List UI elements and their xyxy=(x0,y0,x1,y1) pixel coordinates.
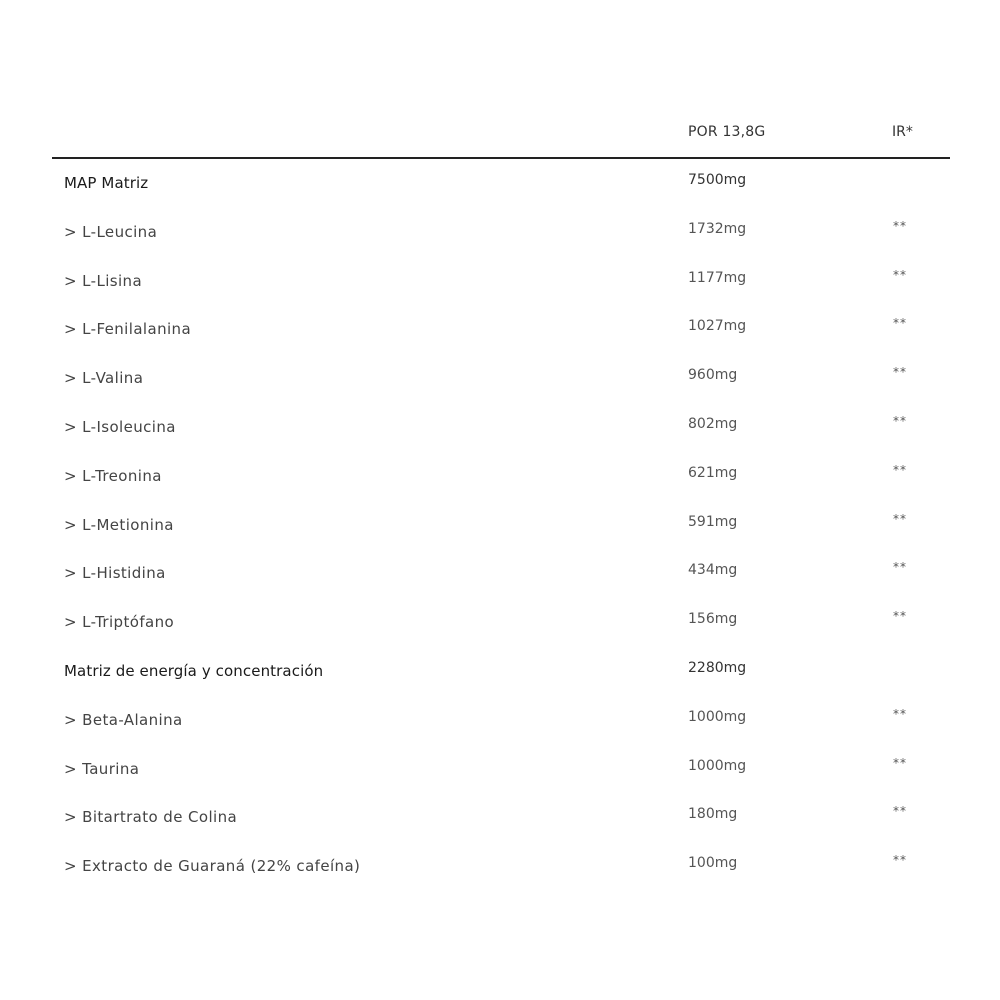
table-body xyxy=(52,168,950,900)
ingredient-name: > Beta-Alanina xyxy=(64,710,183,729)
ingredient-ir: ** xyxy=(893,462,907,477)
ingredient-ir: ** xyxy=(893,804,907,819)
table-row xyxy=(52,802,950,851)
ingredient-amount: 2280mg xyxy=(688,659,747,676)
ingredient-amount: 621mg xyxy=(688,464,738,481)
ingredient-name: > L-Leucina xyxy=(64,222,158,241)
table-row-group xyxy=(52,168,950,217)
ingredient-ir: ** xyxy=(893,218,907,233)
ingredient-name: > L-Treonina xyxy=(64,466,162,485)
ingredient-ir: ** xyxy=(893,609,907,624)
ingredient-amount: 7500mg xyxy=(688,172,747,188)
ingredient-ir: ** xyxy=(893,316,907,331)
table-row xyxy=(52,558,950,607)
table-row xyxy=(52,314,950,363)
table-row xyxy=(52,754,950,803)
table-row xyxy=(52,461,950,510)
table-row xyxy=(52,412,950,461)
ingredient-name: MAP Matriz xyxy=(64,174,149,192)
table-row xyxy=(52,266,950,315)
ingredient-name: > L-Lisina xyxy=(64,271,143,290)
ingredient-ir: ** xyxy=(893,755,907,770)
table-row xyxy=(52,607,950,656)
amount-column-header: POR 13,8G xyxy=(688,124,766,140)
table-row xyxy=(52,851,950,900)
ingredient-ir: ** xyxy=(893,560,907,575)
ingredient-name: > L-Isoleucina xyxy=(64,417,176,436)
ingredient-name: > L-Valina xyxy=(64,369,144,388)
table-row-group xyxy=(52,656,950,705)
ingredient-amount: 1000mg xyxy=(688,708,747,725)
ingredient-amount: 960mg xyxy=(688,367,738,384)
ingredient-name: Matriz de energía y concentración xyxy=(64,661,324,680)
ingredient-amount: 1027mg xyxy=(688,318,747,335)
ingredient-name: > Taurina xyxy=(64,759,140,778)
ingredient-name: > L-Triptófano xyxy=(64,613,175,632)
ingredient-name: > L-Histidina xyxy=(64,564,166,583)
table-row xyxy=(52,510,950,559)
table-header xyxy=(52,120,950,146)
ingredient-ir: ** xyxy=(893,511,907,526)
ingredient-name: > L-Metionina xyxy=(64,515,174,534)
ingredient-amount: 156mg xyxy=(688,611,738,628)
ingredient-ir: ** xyxy=(893,706,907,721)
ingredient-name: > Bitartrato de Colina xyxy=(64,808,238,827)
ingredient-ir: ** xyxy=(893,413,907,428)
ingredient-amount: 180mg xyxy=(688,806,738,823)
ingredient-amount: 591mg xyxy=(688,513,738,530)
table-row xyxy=(52,217,950,266)
ir-column-header: IR* xyxy=(892,124,913,140)
ingredient-name: > Extracto de Guaraná (22% cafeína) xyxy=(64,857,361,876)
table-row xyxy=(52,705,950,754)
ingredient-ir: ** xyxy=(893,365,907,380)
header-divider xyxy=(52,157,950,159)
ingredient-amount: 1177mg xyxy=(688,269,747,286)
ingredient-amount: 1000mg xyxy=(688,757,747,774)
ingredient-amount: 1732mg xyxy=(688,220,747,237)
ingredient-name: > L-Fenilalanina xyxy=(64,320,192,339)
ingredient-amount: 434mg xyxy=(688,562,738,579)
table-row xyxy=(52,363,950,412)
ingredient-ir: ** xyxy=(893,853,907,868)
ingredient-ir: ** xyxy=(893,267,907,282)
ingredient-amount: 100mg xyxy=(688,855,738,872)
ingredient-amount: 802mg xyxy=(688,415,738,432)
